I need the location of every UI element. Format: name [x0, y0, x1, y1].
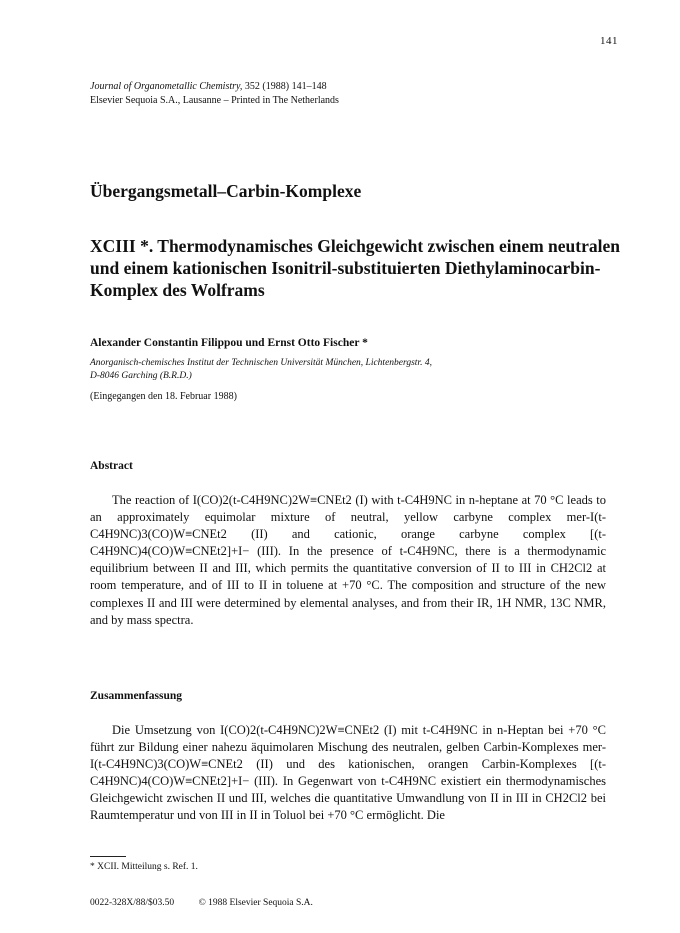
- author-list: Alexander Constantin Filippou und Ernst Otto Fischer *: [90, 337, 368, 349]
- journal-name: Journal of Organometallic Chemistry,: [90, 81, 243, 92]
- footnote: * XCII. Mitteilung s. Ref. 1.: [90, 862, 198, 872]
- abstract-heading: Abstract: [90, 460, 133, 472]
- publisher-line: Elsevier Sequoia S.A., Lausanne – Printed in The Netherlands: [90, 95, 339, 106]
- affiliation-line-1: Anorganisch-chemisches Institut der Technischen Universität München, Lichtenbergstr. 4,: [90, 358, 432, 368]
- article-code: 0022-328X/88/$03.50: [90, 898, 175, 908]
- affiliation-line-2: D-8046 Garching (B.R.D.): [90, 371, 192, 381]
- page-number: 141: [600, 35, 618, 47]
- journal-header: [90, 80, 339, 108]
- zusammenfassung-heading: Zusammenfassung: [90, 690, 183, 702]
- footnote-divider: [90, 856, 126, 857]
- received-date: (Eingegangen den 18. Februar 1988): [90, 391, 237, 402]
- series-title: Übergangsmetall–Carbin-Komplexe: [90, 181, 362, 201]
- copyright-notice: © 1988 Elsevier Sequoia S.A.: [198, 898, 313, 908]
- abstract-text: The reaction of I(CO)2(t-C4H9NC)2W≡CNEt2 (I) with t-C4H9NC in n-heptane at 70 °C leads to an approximately equimolar mixture of neutral, yellow carbyne complex mer-I(t-C4H9NC)3(CO)W≡CNEt2 (II) and cationic, orange carbyne complex [(t-C4H9NC)4(CO)W≡CNEt2]+I− (III). In the presence of t-C4H9NC, there is a thermodynamic equilibrium between II and III, which permits the quantitative conversion of II to III in CH2Cl2 at room temperature, and of III to II in toluene at +70 °C. The composition and structure of the new complexes II and III were determined by elemental analyses, and from their IR, 1H NMR, 13C NMR, and by mass spectra.: [90, 493, 606, 627]
- page-footer: [90, 898, 335, 908]
- zusammenfassung-text: Die Umsetzung von I(CO)2(t-C4H9NC)2W≡CNEt2 (I) mit t-C4H9NC in n-Heptan bei +70 °C führt zur Bildung einer nahezu äquimolaren Mischung des neutralen, gelben Carbin-Komplexes mer-I(t-C4H9NC)3(CO)W≡CNEt2 (II) und des kationischen, orangen Carbin-Komplexes [(t-C4H9NC)4(CO)W≡CNEt2]+I− (III). In Gegenwart von t-C4H9NC existiert ein thermodynamisches Gleichgewicht zwischen II und III, welches die quantitative Umwandlung von II in III in CH2Cl2 bei Raumtemperatur und von III in II in Toluol bei +70 °C ermöglicht. Die: [90, 723, 606, 823]
- journal-issue: 352 (1988) 141–148: [244, 81, 327, 92]
- article-title: XCIII *. Thermodynamisches Gleichgewicht zwischen einem neutralen und einem kationischen Isonitril-substituierten Diethylaminocarbin-Komplex des Wolframs: [90, 236, 620, 300]
- affiliation: [90, 357, 432, 383]
